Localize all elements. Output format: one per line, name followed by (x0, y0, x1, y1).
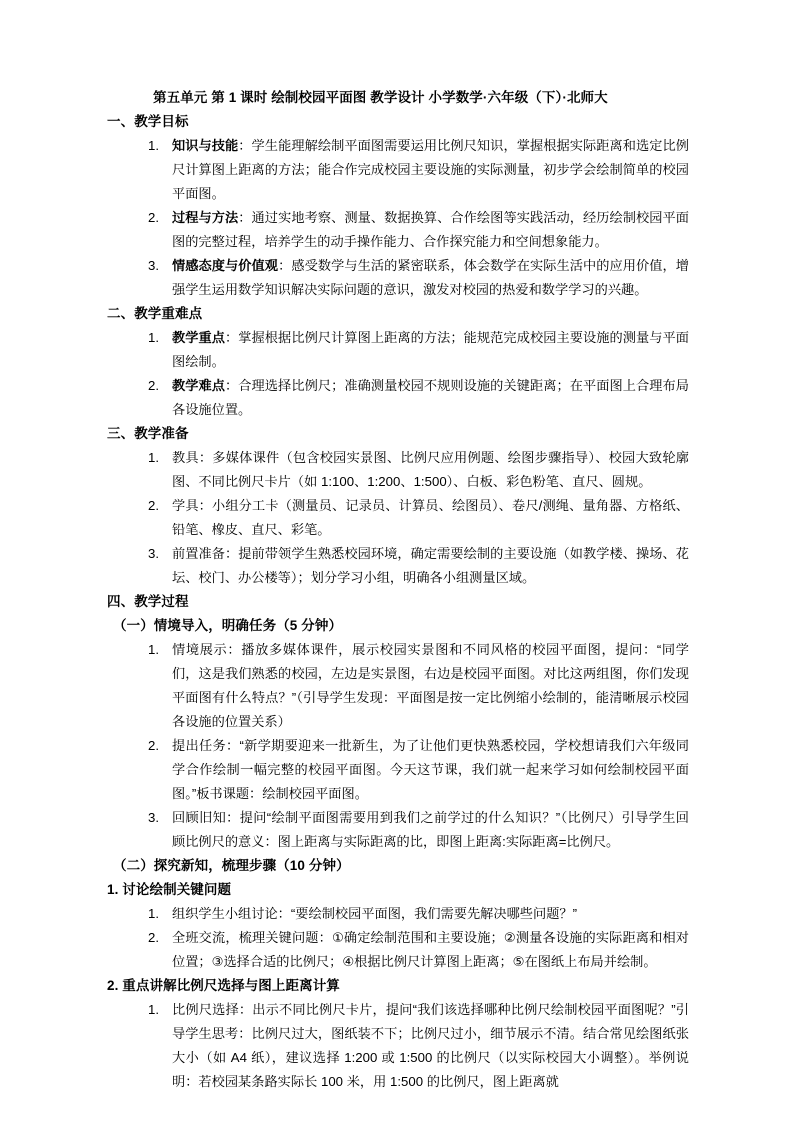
list-item (107, 926, 689, 974)
list-situational-intro (107, 638, 689, 854)
list-item (107, 494, 689, 542)
document-title: 第五单元 第 1 课时 绘制校园平面图 教学设计 小学数学·六年级（下）·北师大 (153, 90, 608, 105)
item-label: 知识与技能 (172, 138, 239, 153)
item-text: ：掌握根据比例尺计算图上距离的方法；能规范完成校园主要设施的测量与平面图绘制。 (172, 330, 689, 369)
list-item (107, 446, 689, 494)
item-text: 组织学生小组讨论：“要绘制校园平面图，我们需要先解决哪些问题？” (172, 906, 578, 921)
list-scale-selection (107, 998, 689, 1094)
block-heading-discuss-key-questions: 1. 讨论绘制关键问题 (107, 882, 232, 897)
section-heading-teaching-process: 四、教学过程 (107, 594, 189, 609)
block-heading-scale-selection: 2. 重点讲解比例尺选择与图上距离计算 (107, 978, 340, 993)
list-item (107, 542, 689, 590)
item-text: 回顾旧知：提问“绘制平面图需要用到我们之前学过的什么知识？”（比例尺）引导学生回顾比例尺的意义：图上距离与实际距离的比，即图上距离:实际距离=比例尺。 (172, 810, 689, 849)
section-heading-preparation: 三、教学准备 (107, 426, 189, 441)
list-item (107, 734, 689, 806)
list-item (107, 254, 689, 302)
item-text: 提出任务：“新学期要迎来一批新生，为了让他们更快熟悉校园，学校想请我们六年级同学合作绘制一幅完整的校园平面图。今天这节课，我们就一起来学习如何绘制校园平面图。”板书课题：绘制校园平面图。 (172, 738, 689, 801)
list-item (107, 998, 689, 1094)
item-label: 教学重点 (172, 330, 226, 345)
item-text: ：通过实地考察、测量、数据换算、合作绘图等实践活动，经历绘制校园平面图的完整过程，培养学生的动手操作能力、合作探究能力和空间想象能力。 (172, 210, 689, 249)
section-heading-key-difficulties: 二、教学重难点 (107, 306, 203, 321)
item-text: 比例尺选择：出示不同比例尺卡片，提问“我们该选择哪种比例尺绘制校园平面图呢？”引导学生思考：比例尺过大，图纸装不下；比例尺过小，细节展示不清。结合常见绘图纸张大小（如 A4 纸），建议选择 1:200 或 1:500 的比例尺（以实际校园大小调整）。举例说明：若校园某条路实际长 100 米，用 1:500 的比例尺，图上距离就 (172, 1002, 689, 1089)
list-item (107, 902, 689, 926)
item-text: ：合理选择比例尺；准确测量校园不规则设施的关键距离；在平面图上合理布局各设施位置。 (172, 378, 689, 417)
list-preparation (107, 446, 689, 590)
list-teaching-goals (107, 134, 689, 302)
list-key-difficulties (107, 326, 689, 422)
document-content (107, 86, 689, 1094)
item-text: ：学生能理解绘制平面图需要运用比例尺知识，掌握根据实际距离和选定比例尺计算图上距离的方法；能合作完成校园主要设施的实际测量，初步学会绘制简单的校园平面图。 (172, 138, 689, 201)
section-heading-teaching-goals: 一、教学目标 (107, 114, 189, 129)
list-item (107, 134, 689, 206)
item-text: 前置准备：提前带领学生熟悉校园环境，确定需要绘制的主要设施（如教学楼、操场、花坛、校门、办公楼等）；划分学习小组，明确各小组测量区域。 (172, 546, 689, 585)
list-item (107, 638, 689, 734)
subsection-heading-explore-new-knowledge: （二）探究新知，梳理步骤（10 分钟） (113, 858, 350, 873)
item-text: 全班交流，梳理关键问题：①确定绘制范围和主要设施；②测量各设施的实际距离和相对位置；③选择合适的比例尺；④根据比例尺计算图上距离；⑤在图纸上布局并绘制。 (172, 930, 689, 969)
item-label: 教学难点 (172, 378, 226, 393)
list-item (107, 206, 689, 254)
item-text: 教具：多媒体课件（包含校园实景图、比例尺应用例题、绘图步骤指导）、校园大致轮廓图、不同比例尺卡片（如 1:100、1:200、1:500）、白板、彩色粉笔、直尺、圆规。 (172, 450, 689, 489)
list-item (107, 374, 689, 422)
item-text: 学具：小组分工卡（测量员、记录员、计算员、绘图员）、卷尺/测绳、量角器、方格纸、铅笔、橡皮、直尺、彩笔。 (172, 498, 689, 537)
subsection-heading-situational-intro: （一）情境导入，明确任务（5 分钟） (113, 618, 343, 633)
item-text: 情境展示：播放多媒体课件，展示校园实景图和不同风格的校园平面图，提问：“同学们，这是我们熟悉的校园，左边是实景图，右边是校园平面图。对比这两组图，你们发现平面图有什么特点？”（引导学生发现：平面图是按一定比例缩小绘制的，能清晰展示校园各设施的位置关系） (172, 642, 689, 729)
item-label: 过程与方法 (172, 210, 239, 225)
item-label: 情感态度与价值观 (172, 258, 279, 273)
list-item (107, 326, 689, 374)
item-text: ：感受数学与生活的紧密联系，体会数学在实际生活中的应用价值，增强学生运用数学知识解决实际问题的意识，激发对校园的热爱和数学学习的兴趣。 (172, 258, 689, 297)
list-discuss-key-questions (107, 902, 689, 974)
list-item (107, 806, 689, 854)
